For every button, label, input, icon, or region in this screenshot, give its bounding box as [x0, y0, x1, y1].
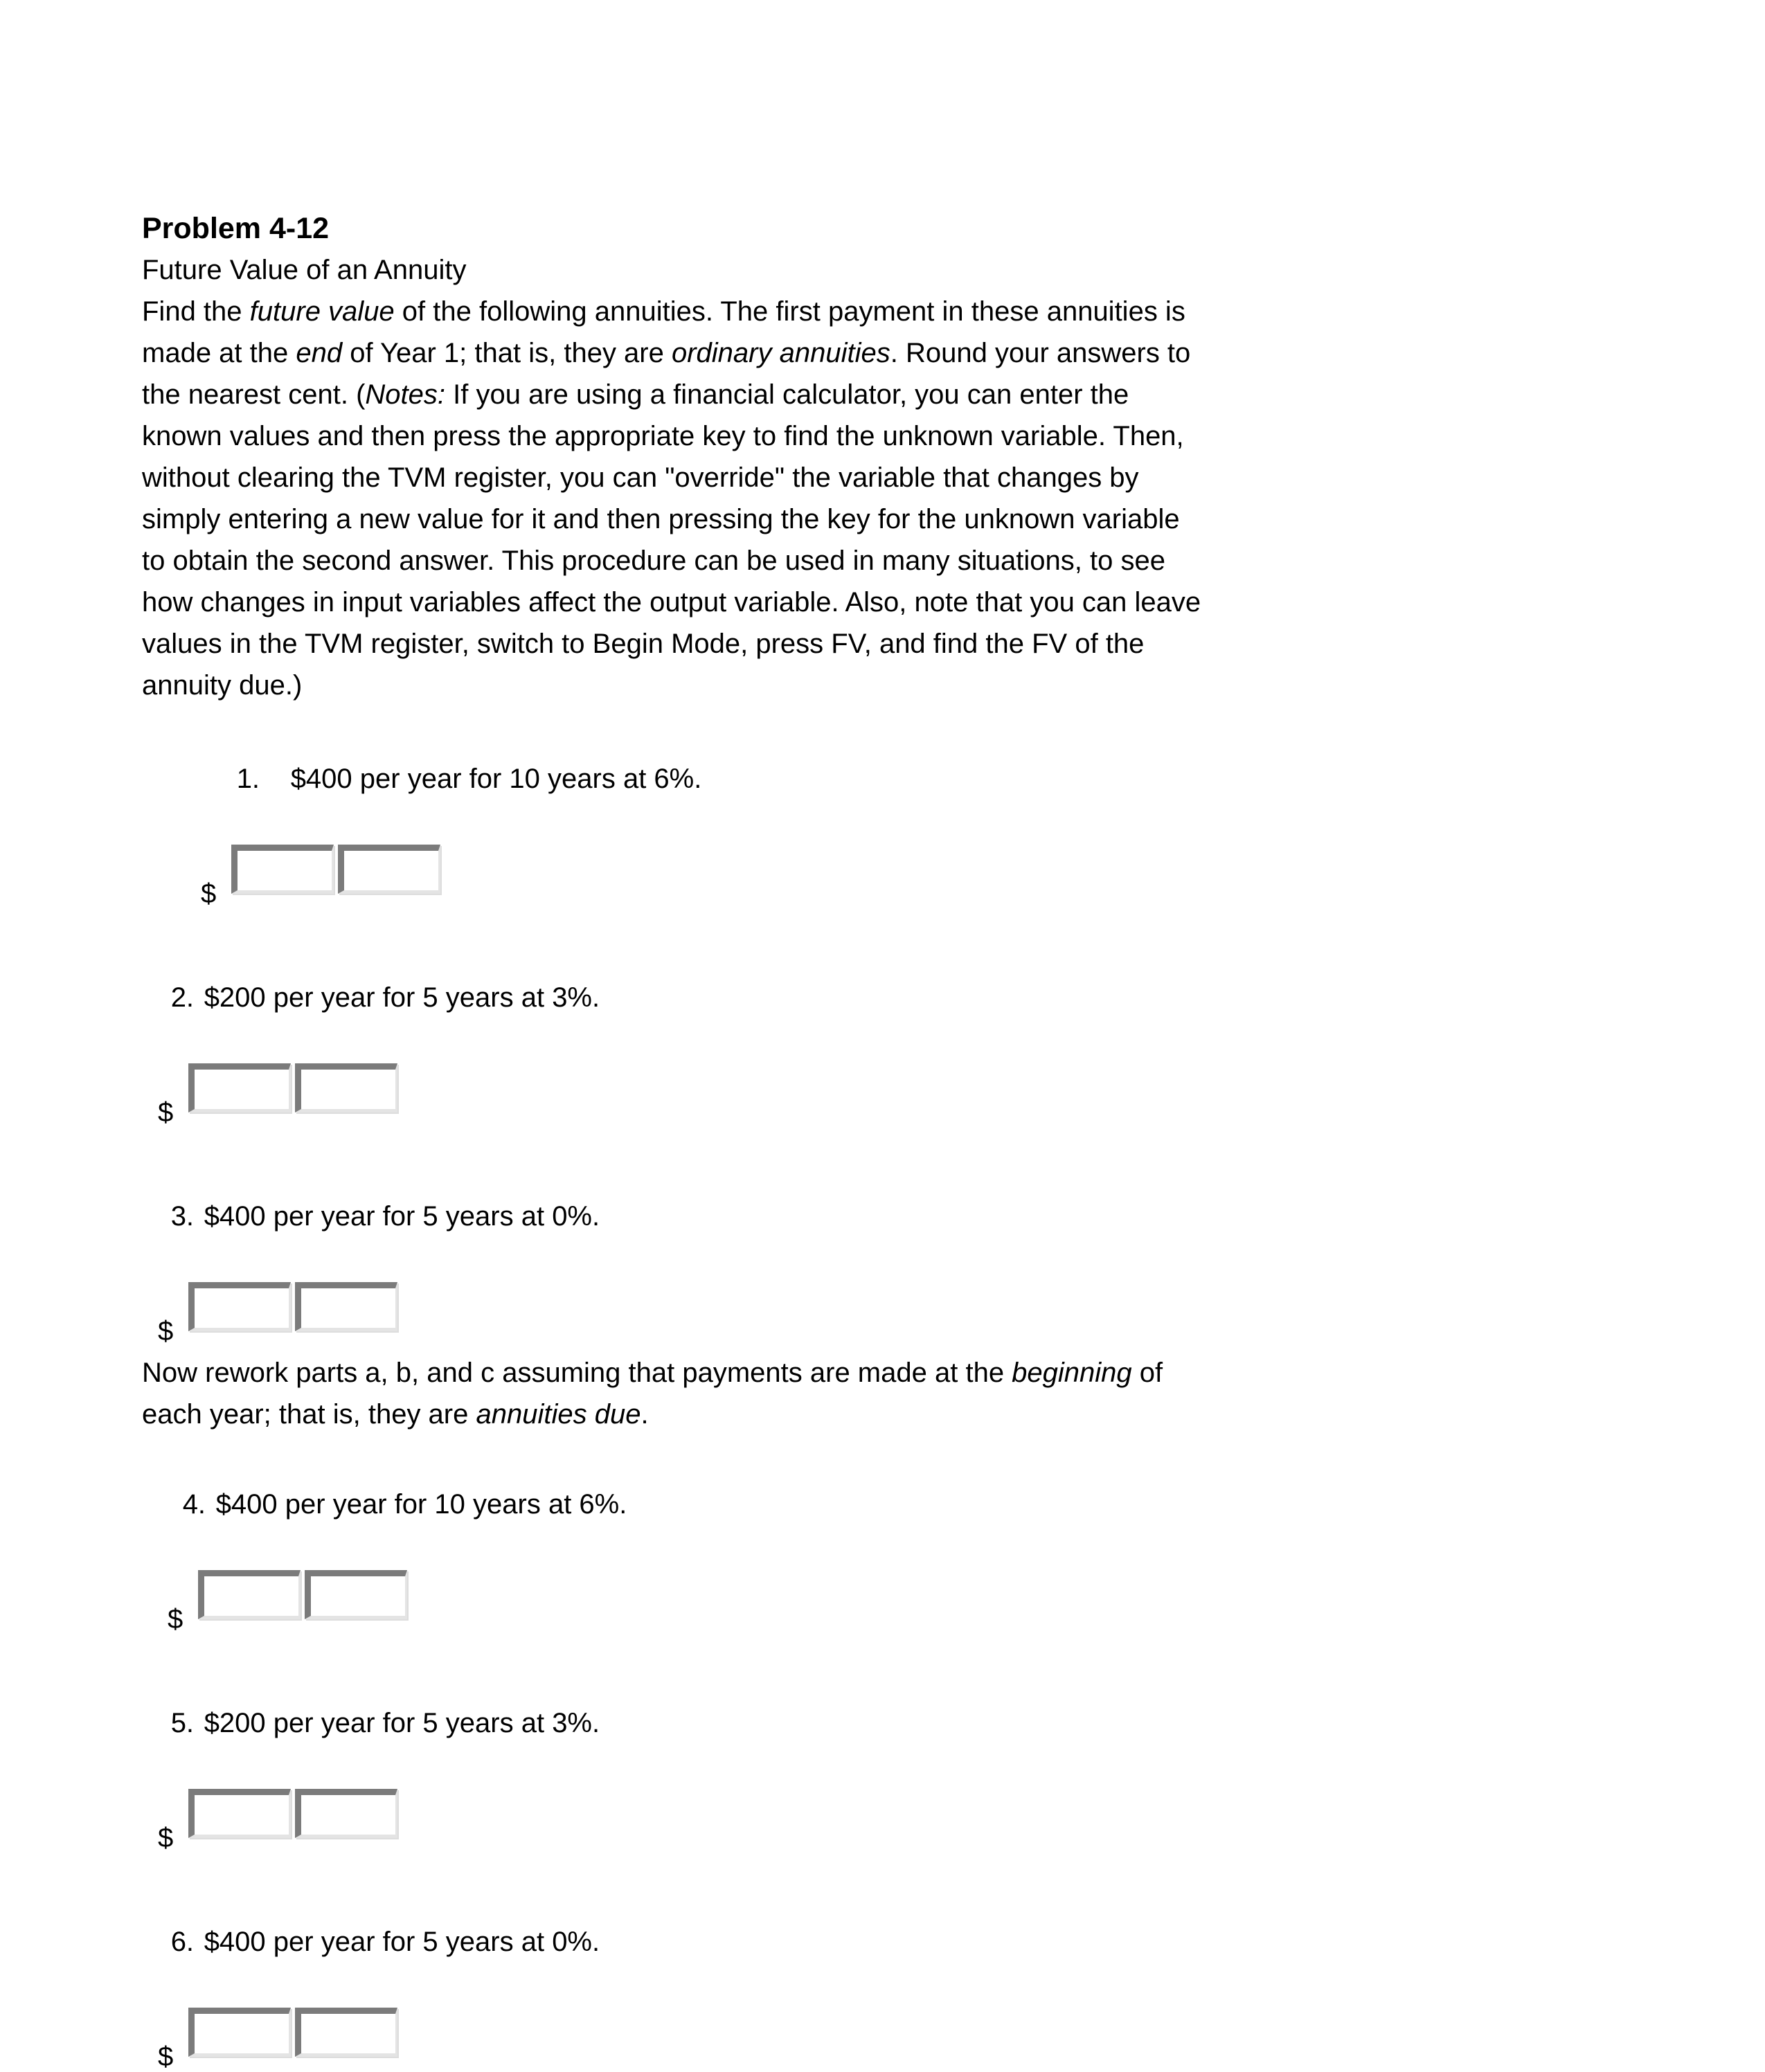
answer-row-6 — [158, 2006, 1737, 2072]
item-number: 3. — [170, 1201, 195, 1232]
item-number: 4. — [182, 1489, 206, 1520]
description-line: Find the future value of the following annuities. The first payment in these annuities is — [142, 296, 1185, 327]
description-line: without clearing the TVM register, you can "override" the variable that changes by — [142, 462, 1139, 493]
item-text: $400 per year for 5 years at 0%. — [204, 1201, 600, 1232]
item-number: 2. — [170, 982, 195, 1013]
description-line: known values and then press the appropriate key to find the unknown variable. Then, — [142, 421, 1184, 451]
note-line: Now rework parts a, b, and c assuming that payments are made at the beginning of — [142, 1358, 1163, 1388]
answer-input-4a[interactable] — [198, 1570, 301, 1619]
answer-row-5 — [158, 1787, 1737, 1853]
item-text: $400 per year for 5 years at 0%. — [204, 1927, 600, 1957]
problem-title: Problem 4-12 — [142, 212, 330, 245]
item-number: 6. — [170, 1927, 195, 1957]
description-line: how changes in input variables affect the output variable. Also, note that you can leave — [142, 587, 1201, 618]
problem-description — [142, 291, 1737, 706]
answer-input-2b[interactable] — [295, 1063, 397, 1112]
answer-input-5b[interactable] — [295, 1789, 397, 1838]
dollar-sign: $ — [158, 2042, 174, 2072]
item-text: $400 per year for 10 years at 6%. — [215, 1489, 627, 1520]
description-line: annuity due.) — [142, 670, 303, 701]
rework-note — [142, 1352, 1737, 1435]
description-line: values in the TVM register, switch to Begin Mode, press FV, and find the FV of the — [142, 629, 1145, 659]
item-number: 5. — [170, 1708, 195, 1738]
answer-row-1 — [201, 843, 1737, 909]
question-item-3 — [125, 1154, 1737, 1279]
answer-input-3a[interactable] — [188, 1282, 291, 1331]
dollar-sign: $ — [201, 879, 217, 909]
description-line: the nearest cent. (Notes: If you are using a financial calculator, you can enter the — [142, 379, 1129, 410]
question-item-6 — [125, 1880, 1737, 2004]
description-line: simply entering a new value for it and then pressing the key for the unknown variable — [142, 504, 1180, 534]
answer-row-3 — [158, 1280, 1737, 1346]
answer-input-5a[interactable] — [188, 1789, 291, 1838]
item-number: 1. — [236, 764, 260, 794]
dollar-sign: $ — [168, 1604, 183, 1634]
answer-row-4 — [168, 1568, 1737, 1634]
question-item-4 — [136, 1442, 1737, 1567]
question-item-1 — [190, 717, 1737, 841]
answer-input-1a[interactable] — [231, 845, 334, 894]
item-text: $400 per year for 10 years at 6%. — [290, 764, 702, 794]
question-item-5 — [125, 1661, 1737, 1785]
note-line: each year; that is, they are annuities due. — [142, 1399, 649, 1430]
dollar-sign: $ — [158, 1823, 174, 1853]
answer-input-1b[interactable] — [338, 845, 440, 894]
item-text: $200 per year for 5 years at 3%. — [204, 982, 600, 1013]
answer-input-6b[interactable] — [295, 2008, 397, 2057]
answer-input-4b[interactable] — [305, 1570, 407, 1619]
description-line: to obtain the second answer. This procedure can be used in many situations, to see — [142, 546, 1165, 576]
problem-subtitle: Future Value of an Annuity — [142, 255, 467, 285]
item-text: $200 per year for 5 years at 3%. — [204, 1708, 600, 1738]
dollar-sign: $ — [158, 1097, 174, 1128]
description-line: made at the end of Year 1; that is, they are ordinary annuities. Round your answers to — [142, 338, 1191, 368]
answer-row-2 — [158, 1061, 1737, 1128]
answer-input-3b[interactable] — [295, 1282, 397, 1331]
answer-input-2a[interactable] — [188, 1063, 291, 1112]
dollar-sign: $ — [158, 1316, 174, 1346]
question-item-2 — [125, 935, 1737, 1060]
answer-input-6a[interactable] — [188, 2008, 291, 2057]
